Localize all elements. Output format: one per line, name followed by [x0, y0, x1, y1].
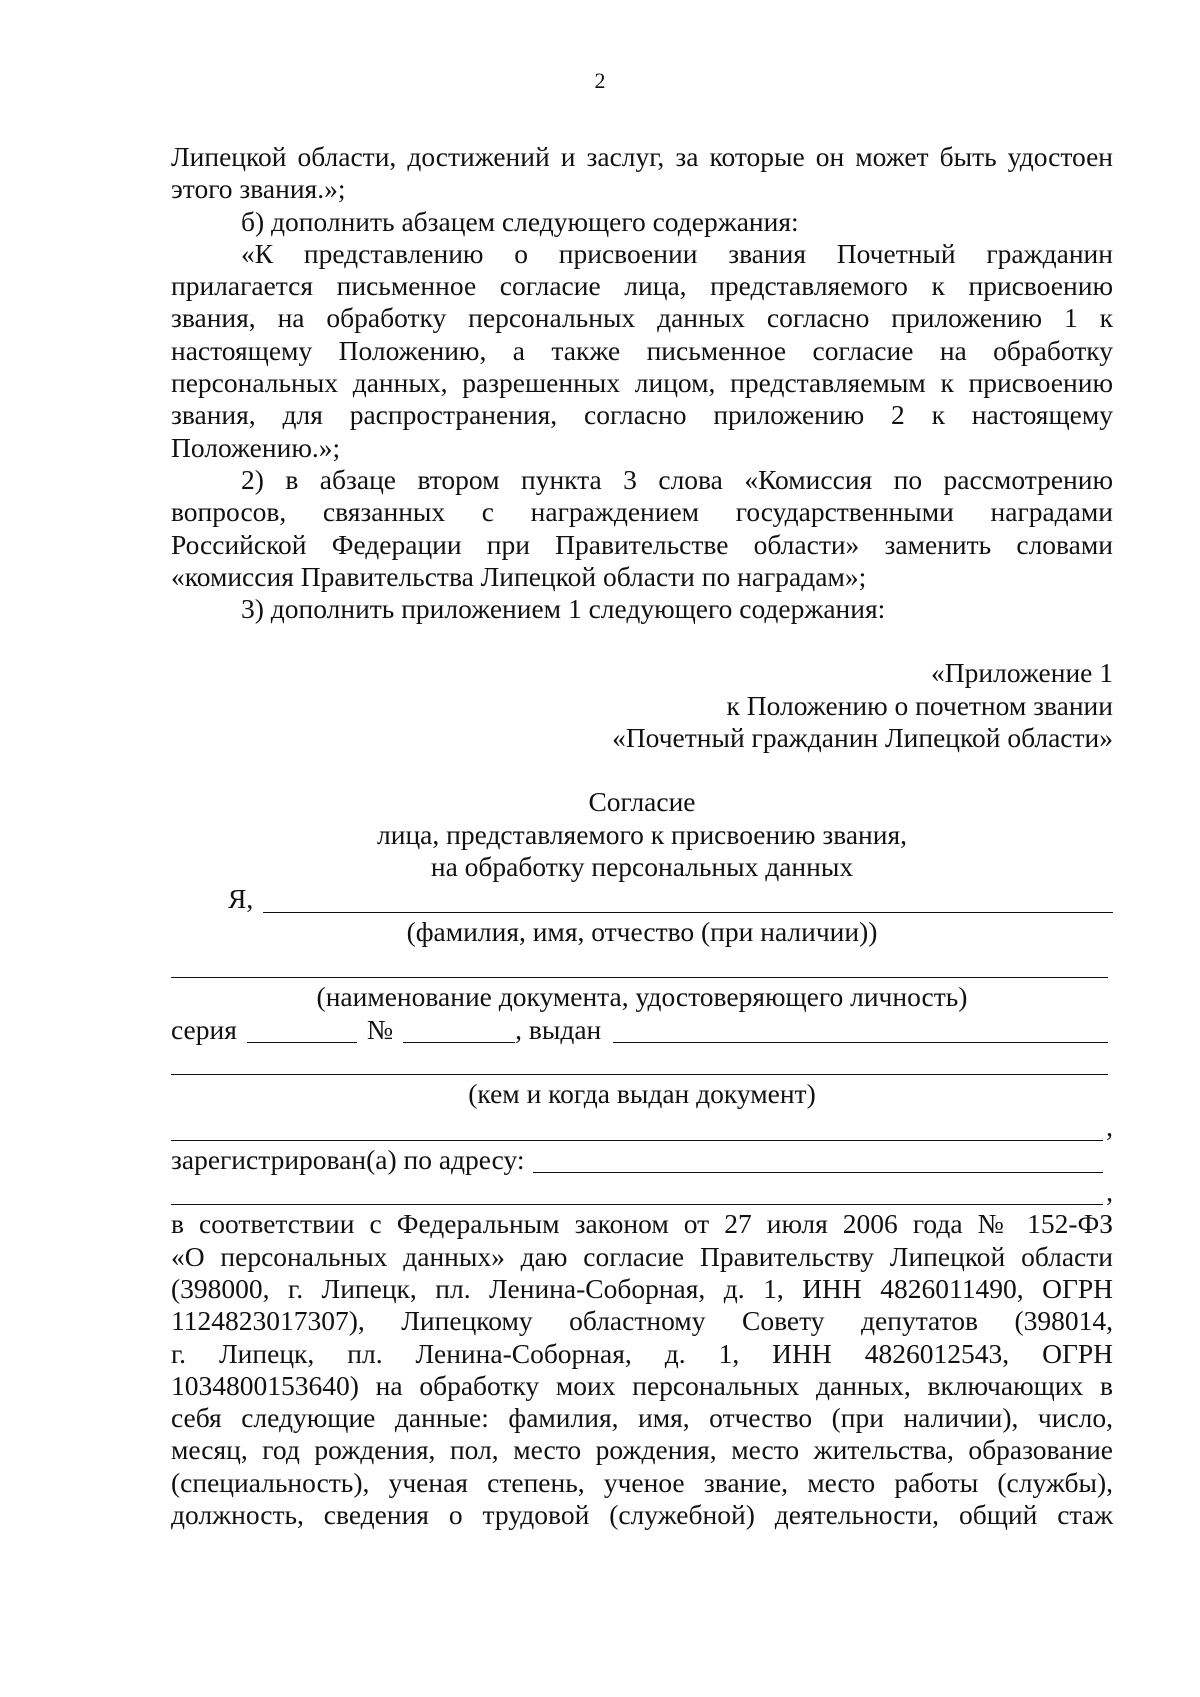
title-line: Согласие [588, 786, 696, 818]
text-line: Положению.»; [171, 431, 341, 463]
issued-row [171, 1046, 1113, 1078]
doc-row [171, 949, 1113, 981]
text-line: должность, сведения о трудовой (служебной) деятельности, общий стаж [171, 1498, 1113, 1530]
text-line: месяц, год рождения, пол, место рождения, место жительства, образование [171, 1434, 1113, 1466]
number-field[interactable] [403, 1018, 515, 1043]
text-line: (специальность), ученая степень, ученое звание, место работы (службы), [171, 1466, 1113, 1498]
text-line: 3) дополнить приложением 1 следующего содержания: [241, 593, 886, 625]
paragraph-5 [171, 593, 1113, 625]
fio-hint: (фамилия, имя, отчество (при наличии)) [406, 915, 878, 947]
comma-1: , [1106, 1111, 1113, 1143]
text-line: настоящему Положению, а также письменное согласие на обработку [171, 334, 1113, 366]
issued-field[interactable] [613, 1018, 1108, 1043]
text-line: 1034800153640) на обработку моих персональных данных, включающих в [171, 1369, 1113, 1401]
consent-title [171, 786, 1113, 883]
text-line: 1124823017307), Липецкому областному Совету депутатов (398014, [171, 1305, 1113, 1337]
issued-label: , выдан [515, 1013, 602, 1045]
comma-2: , [1106, 1176, 1113, 1208]
consent-paragraph [171, 1208, 1113, 1531]
number-label: № [366, 1013, 394, 1045]
text-line: звания, для распространения, согласно приложению 2 к настоящему [171, 399, 1113, 431]
i-label: Я, [228, 883, 254, 915]
blank-field-2[interactable] [171, 1180, 1103, 1205]
appendix-line: «Почетный гражданин Липецкой области» [612, 722, 1113, 754]
text-line: Липецкой области, достижений и заслуг, за которые он может быть удостоен [171, 141, 1113, 172]
text-line: себя следующие данные: фамилия, имя, отчество (при наличии), число, [171, 1402, 1113, 1434]
series-field[interactable] [247, 1018, 357, 1043]
text-line: этого звания.»; [171, 173, 346, 205]
fio-field[interactable] [263, 888, 1113, 913]
text-line: прилагается письменное согласие лица, представляемого к присвоению [171, 270, 1113, 302]
paragraph-2 [171, 206, 1113, 238]
address-field[interactable] [533, 1148, 1103, 1173]
address-row [171, 1144, 1113, 1176]
blank-field-1[interactable] [171, 1116, 1103, 1141]
text-line: г. Липецк, пл. Ленина-Соборная, д. 1, ИНН 4826012543, ОГРН [171, 1337, 1113, 1369]
doc-name-field[interactable] [171, 953, 1108, 978]
text-line: персональных данных, разрешенных лицом, представляемым к присвоению [171, 367, 1113, 399]
text-line: (398000, г. Липецк, пл. Ленина-Соборная, д. 1, ИНН 4826011490, ОГРН [171, 1272, 1113, 1304]
text-line: б) дополнить абзацем следующего содержания: [241, 205, 799, 237]
blank-row-2 [171, 1176, 1113, 1208]
text-line: звания, на обработку персональных данных согласно приложению 1 к [171, 302, 1113, 334]
document-body [171, 141, 1113, 1531]
text-line: 2) в абзаце втором пункта 3 слова «Комиссия по рассмотрению [241, 463, 1113, 495]
text-line: «комиссия Правительства Липецкой области по наградам»; [171, 560, 867, 592]
text-line: «О персональных данных» даю согласие Правительству Липецкой области [171, 1240, 1113, 1272]
issued-hint: (кем и когда выдан документ) [468, 1078, 816, 1110]
series-row [171, 1014, 1113, 1046]
text-line: Российской Федерации при Правительстве области» заменить словами [171, 528, 1113, 560]
consent-form [171, 883, 1113, 1208]
text-line: в соответствии с Федеральным законом от 27 июля 2006 года № 152-ФЗ [171, 1208, 1113, 1240]
appendix-line: к Положению о почетном звании [726, 689, 1113, 721]
series-label: серия [171, 1013, 237, 1045]
text-line: «К представлению о присвоении звания Почетный гражданин [241, 237, 1113, 269]
doc-hint: (наименование документа, удостоверяющего личность) [316, 980, 968, 1012]
fio-row [171, 883, 1113, 915]
appendix-header [171, 657, 1113, 754]
paragraph-1 [171, 141, 1113, 206]
registered-label: зарегистрирован(а) по адресу: [171, 1143, 525, 1175]
appendix-line: «Приложение 1 [931, 657, 1113, 689]
text-line: вопросов, связанных с награждением государственными наградами [171, 496, 1113, 528]
title-line: на обработку персональных данных [430, 850, 854, 882]
paragraph-4 [171, 464, 1113, 593]
issued-by-field[interactable] [171, 1050, 1108, 1075]
paragraph-3 [171, 238, 1113, 464]
title-line: лица, представляемого к присвоению звания, [377, 818, 907, 850]
page-number: 2 [594, 68, 606, 93]
blank-row-1 [171, 1111, 1113, 1143]
